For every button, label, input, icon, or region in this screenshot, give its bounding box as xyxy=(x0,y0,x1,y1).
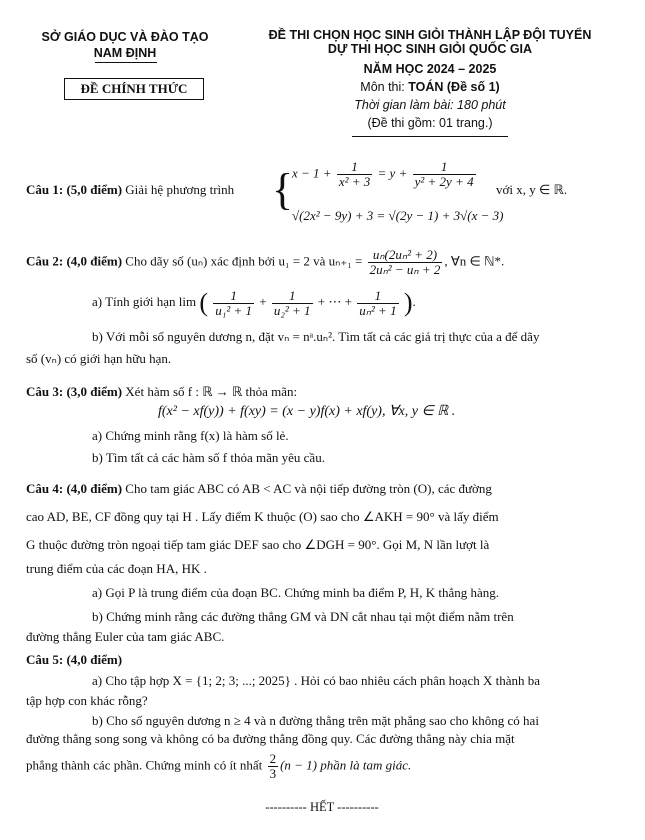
q4-line2: cao AD, BE, CF đồng quy tại H . Lấy điểm K thuộc (O) sao cho ∠AKH = 90° và lấy điểm xyxy=(26,509,499,524)
q2-rec-den: 2uₙ² − uₙ + 2 xyxy=(369,262,441,277)
q1-eq1-frac1-den: x² + 3 xyxy=(338,174,371,189)
q5-part-b-line3: phẳng thành các phần. Chứng minh có ít nhất $\frac{2}{3}$ (n − 1) phần là tam giác. xyxy=(26,751,412,781)
end-marker: ---------- HẾT ---------- xyxy=(265,800,379,814)
q1-eq1-frac2-den: y² + 2y + 4 xyxy=(414,174,474,189)
q2-a-fracn-den: uₙ² + 1 xyxy=(359,302,397,318)
official-badge: ĐỀ CHÍNH THỨC xyxy=(64,78,204,100)
q1-domain: với x, y ∈ ℝ. xyxy=(496,182,568,197)
q2-part-b-line1: b) Với mỗi số nguyên dương n, đặt vₙ = nᵃ.uₙ². Tìm tất cả các giá trị thực của a để dãy xyxy=(92,329,540,344)
q1-equation-2: √(2x² − 9y) + 3 = √(2y − 1) + 3√(x − 3) xyxy=(292,208,504,223)
subject-line xyxy=(235,80,625,94)
school-year: NĂM HỌC 2024 – 2025 xyxy=(363,62,497,76)
q4-line4: trung điểm của các đoạn HA, HK . xyxy=(26,561,207,576)
q1-label: Câu 1: (5,0 điểm) xyxy=(26,182,123,197)
q5-part-b-line2: đường thẳng song song và không có ba đường thẳng đồng quy. Các đường thẳng này chia mặt xyxy=(26,731,515,746)
q3-text: Xét hàm số f : ℝ → ℝ thỏa mãn: xyxy=(125,384,298,399)
q5-part-a-line2: tập hợp con khác rỗng? xyxy=(26,693,148,708)
q1-eq1-frac2-num: 1 xyxy=(413,160,476,175)
q5-label: Câu 5: (4,0 điểm) xyxy=(26,652,123,667)
q5-part-b-line1: b) Cho số nguyên dương n ≥ 4 và n đường thẳng trên mặt phẳng sao cho không có hai xyxy=(92,713,539,728)
q1-equation-1: x − 1 + $\frac{1}{\text{x² + 3}}$ = y + $\frac{1}{\text{y² + 2y + 4}}$ xyxy=(292,159,474,189)
header-underline xyxy=(352,136,508,137)
q4-line3: G thuộc đường tròn ngoại tiếp tam giác DEF sao cho ∠DGH = 90°. Gọi M, N lần lượt là xyxy=(26,537,490,552)
exam-title-1: ĐỀ THI CHỌN HỌC SINH GIỎI THÀNH LẬP ĐỘI TUYỂN xyxy=(268,28,592,42)
q2-intro-text: Cho dãy số (uₙ) xác định bởi u₁ = 2 và uₙ₊₁ = xyxy=(125,253,366,269)
subject: TOÁN (Đề số 1) xyxy=(408,80,500,94)
q4-part-b-line2: đường thẳng Euler của tam giác ABC. xyxy=(26,629,225,644)
q2-part-b-line2: số (vₙ) có giới hạn hữu hạn. xyxy=(26,351,172,366)
q5-part-a-line1: a) Cho tập hợp X = {1; 2; 3; ...; 2025} . Hỏi có bao nhiêu cách phân hoạch X thành ba xyxy=(92,673,541,688)
q1-system-brace: { xyxy=(272,165,294,214)
page-count: (Đề thi gồm: 01 trang.) xyxy=(367,116,493,130)
q1-eq1-frac1-num: 1 xyxy=(337,160,372,175)
q4-part-a: a) Gọi P là trung điểm của đoạn BC. Chứng minh ba điểm P, H, K thẳng hàng. xyxy=(92,585,499,600)
province-underline xyxy=(95,62,157,63)
q3-intro xyxy=(26,384,297,400)
q5-frac-den: 3 xyxy=(269,766,277,781)
q2-a-frac2-den: u₂² + 1 xyxy=(273,302,311,318)
q1-text: Giải hệ phương trình xyxy=(125,182,235,197)
q2-intro xyxy=(26,248,504,277)
exam-title-2: DỰ THI HỌC SINH GIỎI QUỐC GIA xyxy=(327,42,533,56)
q2-part-a: a) Tính giới hạn lim ( $\frac{1}{\text{u₁² + 1}}$ + $\frac{1}{\text{u₂² + 1}}$ + ⋯ + $\frac{1}{\text{uₙ² + 1}}$ ). xyxy=(92,287,416,318)
time-limit: Thời gian làm bài: 180 phút xyxy=(354,98,506,112)
q3-label: Câu 3: (3,0 điểm) xyxy=(26,384,123,399)
q4-line1: Câu 4: (4,0 điểm) Cho tam giác ABC có AB < AC và nội tiếp đường tròn (O), các đường xyxy=(26,481,492,496)
province-name: NAM ĐỊNH xyxy=(93,46,157,60)
department-name: SỞ GIÁO DỤC VÀ ĐÀO TẠO xyxy=(41,30,209,44)
q3-part-b: b) Tìm tất cả các hàm số f thỏa mãn yêu cầu. xyxy=(92,450,325,465)
q4-part-b-line1: b) Chứng minh rằng các đường thẳng GM và DN cắt nhau tại một điểm nằm trên xyxy=(92,609,514,624)
q2-a-frac1-den: u₁² + 1 xyxy=(215,302,252,318)
q5-frac-num: 2 xyxy=(269,751,277,766)
q4-label: Câu 4: (4,0 điểm) xyxy=(26,481,123,496)
subject-prefix: Môn thi: xyxy=(360,80,409,94)
q1-intro xyxy=(26,182,234,198)
q3-part-a: a) Chứng minh rằng f(x) là hàm số lẻ. xyxy=(92,428,289,443)
q3-equation: f(x² − xf(y)) + f(xy) = (x − y)f(x) + xf(y), ∀x, y ∈ ℝ . xyxy=(158,404,456,419)
q2-label: Câu 2: (4,0 điểm) xyxy=(26,253,123,269)
q2-rec-num: uₙ(2uₙ² + 2) xyxy=(368,248,443,263)
q2-rec-tail: , ∀n ∈ ℕ*. xyxy=(444,253,505,269)
